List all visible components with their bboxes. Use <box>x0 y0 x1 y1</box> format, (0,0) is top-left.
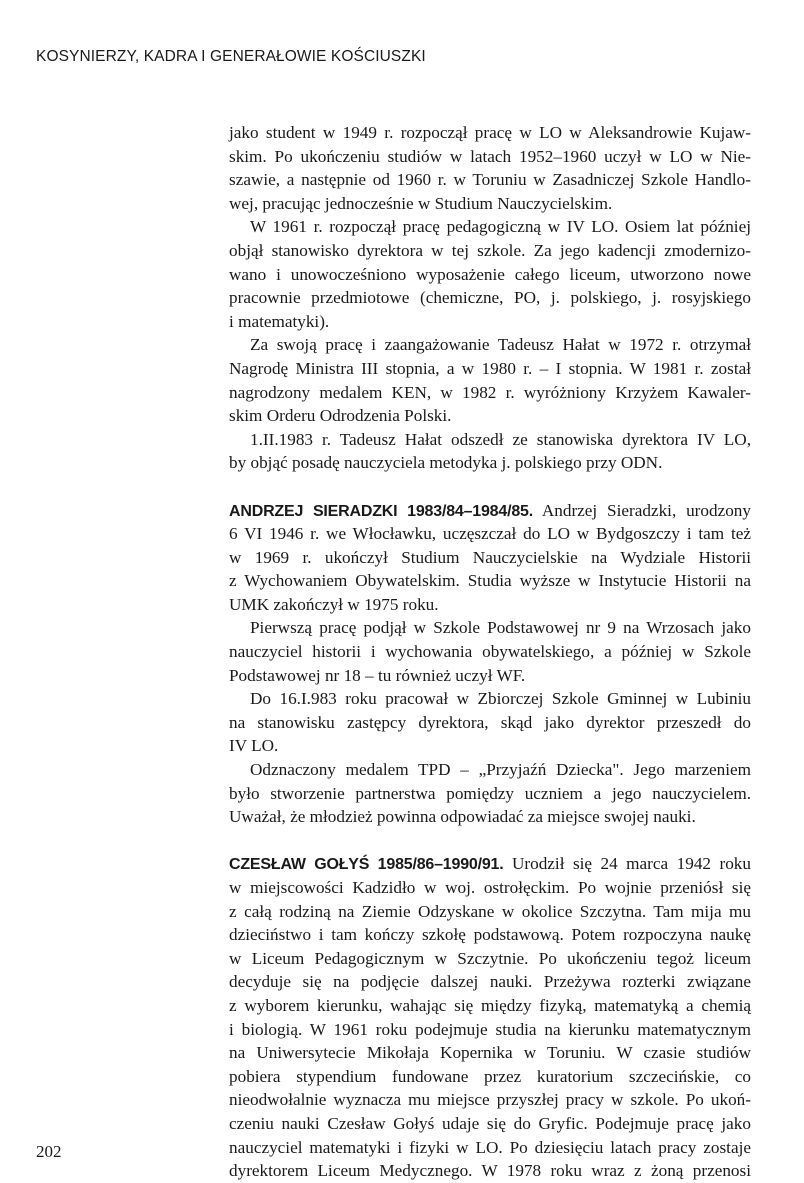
text-line: 6 VI 1946 r. we Włocławku, uczęszczał do LO w Bydgoszczy i tam też <box>229 524 751 544</box>
text-line: by objąć posadę nauczyciela metodyka j. polskiego przy ODN. <box>229 453 663 473</box>
section-heading: ANDRZEJ SIERADZKI 1983/84–1984/85. <box>229 502 533 520</box>
text-line: IV LO. <box>229 736 279 756</box>
text-line: i biologią. W 1961 roku podejmuje studia na kierunku matematycznym <box>229 1019 751 1039</box>
text-line: w Liceum Pedagogicznym w Szczytnie. Po ukończeniu tegoż liceum <box>229 948 751 968</box>
text-line: 1.II.1983 r. Tadeusz Hałat odszedł ze stanowiska dyrektora IV LO, <box>250 429 751 449</box>
text-line <box>229 499 751 523</box>
text-line: z całą rodziną na Ziemie Odzyskane w okolice Szczytna. Tam mija mu <box>229 901 751 921</box>
running-header: KOSYNIERZY, KADRA I GENERAŁOWIE KOŚCIUSZKI <box>36 48 426 65</box>
text-line: w miejscowości Kadzidło w woj. ostrołęckim. Po wojnie przeniósł się <box>229 878 751 897</box>
page-number: 202 <box>36 1142 62 1161</box>
text-span: Andrzej Sieradzki, urodzony <box>532 500 751 520</box>
text-line: wej, pracując jednocześnie w Studium Nauczycielskim. <box>229 193 613 213</box>
text-line: UMK zakończył w 1975 roku. <box>229 594 439 614</box>
text-line: i matematyki). <box>229 311 330 331</box>
text-line: z wyborem kierunku, wahając się między fizyką, matematyką a chemią <box>229 995 751 1015</box>
text-line: Do 16.I.983 roku pracował w Zbiorczej Szkole Gminnej w Lubiniu <box>250 689 751 709</box>
text-line: szawie, a następnie od 1960 r. w Toruniu w Zasadniczej Szkole Handlo- <box>229 170 751 190</box>
text-line: Za swoją pracę i zaangażowanie Tadeusz Hałat w 1972 r. otrzymał <box>250 335 751 355</box>
text-line: skim. Po ukończeniu studiów w latach 1952–1960 uczył w LO w Nie- <box>229 146 751 166</box>
text-line: pracownie przedmiotowe (chemiczne, PO, j. polskiego, j. rosyjskiego <box>229 288 751 308</box>
text-line: decyduje się na podjęcie dalszej nauki. Przeżywa rozterki związane <box>229 972 751 992</box>
text-line: Podstawowej nr 18 – tu również uczył WF. <box>229 665 526 685</box>
text-line: z Wychowaniem Obywatelskim. Studia wyższe w Instytucie Historii na <box>229 571 751 591</box>
section-heading: CZESŁAW GOŁYŚ 1985/86–1990/91. <box>229 856 504 874</box>
text-line: Nagrodę Ministra III stopnia, a w 1980 r. – I stopnia. W 1981 r. został <box>229 358 751 378</box>
text-line: nieodwołalnie wyznacza mu miejsce przyszłej pracy w szkole. Po ukoń- <box>229 1090 751 1110</box>
text-line <box>229 852 751 876</box>
body-text <box>229 121 751 1183</box>
text-line: skim Orderu Odrodzenia Polski. <box>229 406 452 426</box>
text-line: było stworzenie partnerstwa pomiędzy uczniem a jego nauczycielem. <box>229 783 751 803</box>
text-line: Pierwszą pracę podjął w Szkole Podstawowej nr 9 na Wrzosach jako <box>250 618 751 638</box>
text-line: W 1961 r. rozpoczął pracę pedagogiczną w IV LO. Osiem lat później <box>250 217 751 237</box>
text-line: na Uniwersytecie Mikołaja Kopernika w Toruniu. W czasie studiów <box>229 1043 751 1063</box>
text-line: Odznaczony medalem TPD – „Przyjaźń Dziecka". Jego marzeniem <box>250 760 751 780</box>
text-line: nauczyciel historii i wychowania obywatelskiego, a później w Szkole <box>229 642 751 662</box>
text-line: czeniu nauki Czesław Gołyś udaje się do Gryfic. Podejmuje pracę jako <box>229 1113 751 1133</box>
text-line: dzieciństwo i tam kończy szkołę podstawową. Potem rozpoczyna naukę <box>229 925 751 945</box>
text-span: Urodził się 24 marca 1942 roku <box>503 854 751 874</box>
text-line: dyrektorem Liceum Medycznego. W 1978 roku wraz z żoną przenosi <box>229 1161 751 1181</box>
text-line: nauczyciel matematyki i fizyki w LO. Po dziesięciu latach pracy zostaje <box>229 1137 751 1157</box>
text-line: nagrodzony medalem KEN, w 1982 r. wyróżniony Krzyżem Kawaler- <box>229 382 751 402</box>
text-line: Uważał, że młodzież powinna odpowiadać za miejsce swojej nauki. <box>229 807 696 827</box>
text-line: wano i unowocześniono wyposażenie całego liceum, utworzono nowe <box>229 264 751 284</box>
text-line: pobiera stypendium fundowane przez kuratorium szczecińskie, co <box>229 1066 751 1086</box>
text-line: na stanowisku zastępcy dyrektora, skąd jako dyrektor przeszedł do <box>229 712 751 732</box>
text-line: jako student w 1949 r. rozpoczął pracę w LO w Aleksandrowie Kujaw- <box>229 123 751 142</box>
text-line: objął stanowisko dyrektora w tej szkole. Za jego kadencji zmodernizo- <box>229 240 751 260</box>
text-line: w 1969 r. ukończył Studium Nauczycielskie na Wydziale Historii <box>229 547 751 567</box>
